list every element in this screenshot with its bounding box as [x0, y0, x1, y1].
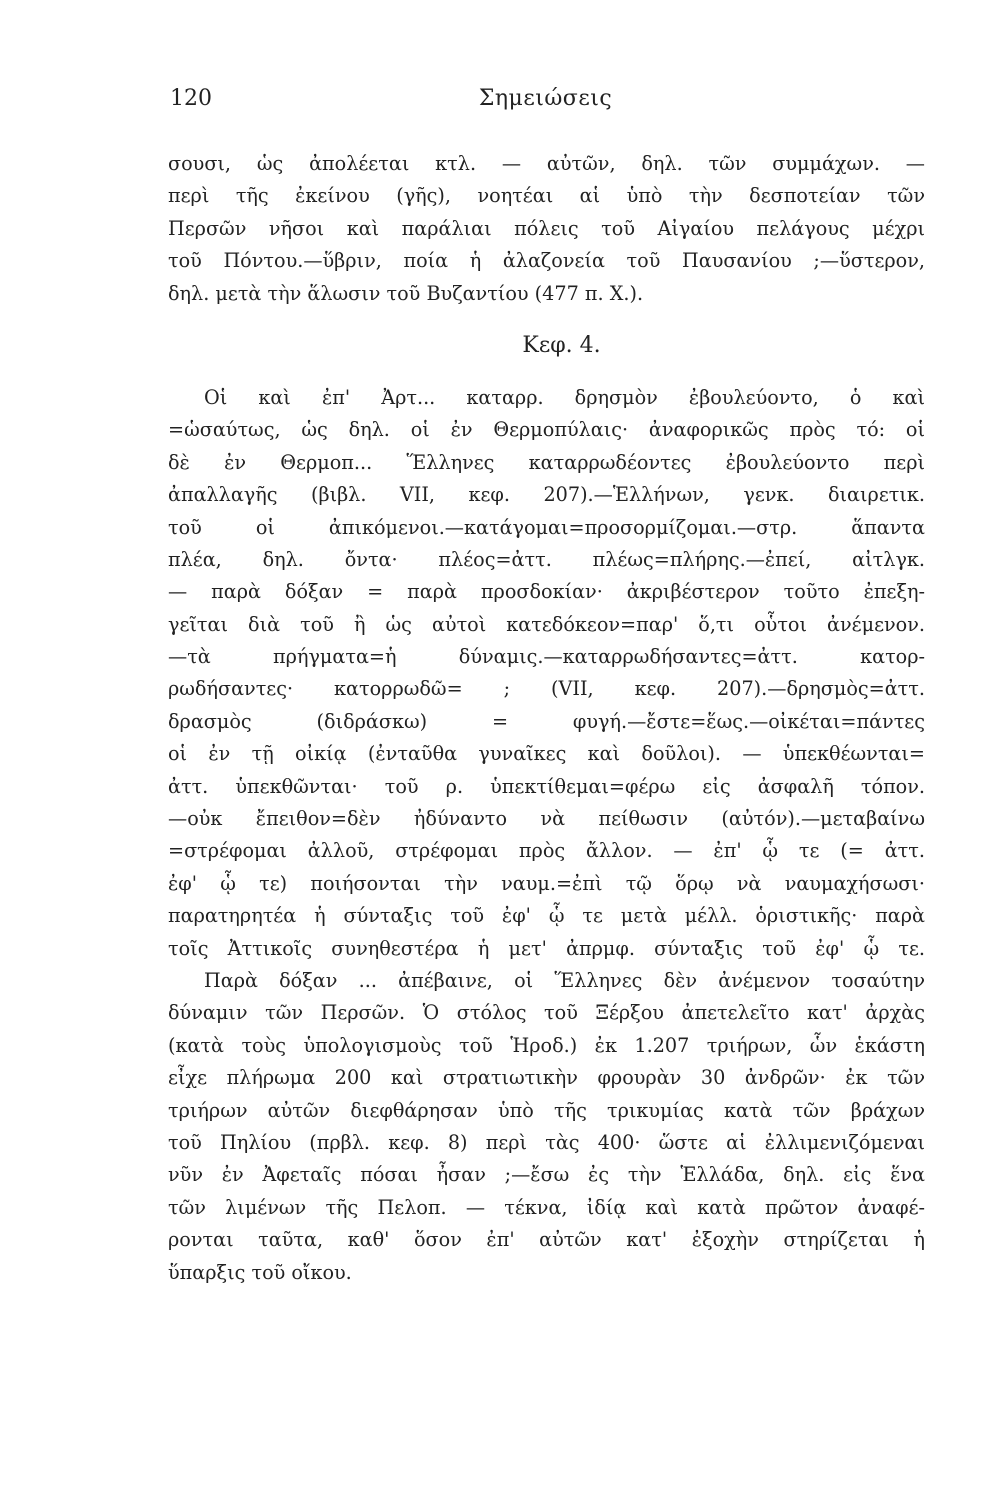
- text-line: πλέα, δηλ. ὄντα· πλέος=ἀττ. πλέως=πλήρης.—ἐπεί, αἰτλγκ.: [168, 547, 925, 571]
- text-line: τριήρων αὐτῶν διεφθάρησαν ὑπὸ τῆς τρικυμίας κατὰ τῶν βράχων: [168, 1098, 925, 1122]
- text-line: ἀττ. ὑπεκθῶνται· τοῦ ρ. ὑπεκτίθεμαι=φέρω εἰς ἀσφαλῆ τόπον.: [168, 774, 925, 798]
- text-line: τοῦ Πηλίου (πρβλ. κεφ. 8) περὶ τὰς 400· ὥστε αἱ ἐλλιμενιζόμεναι: [168, 1130, 925, 1154]
- text-line: (κατὰ τοὺς ὑπολογισμοὺς τοῦ Ἡροδ.) ἐκ 1.207 τριήρων, ὧν ἑκάστη: [168, 1033, 925, 1057]
- text-line: —τὰ πρήγματα=ἡ δύναμις.—καταρρωδήσαντες=ἀττ. κατορ-: [168, 645, 925, 669]
- text-line: =ὡσαύτως, ὡς δηλ. οἱ ἐν Θερμοπύλαις· ἀναφορικῶς πρὸς τό: οἱ: [168, 418, 925, 442]
- text-line: σουσι, ὡς ἀπολέεται κτλ. — αὐτῶν, δηλ. τῶν συμμάχων. —: [168, 152, 925, 175]
- text-line: γεῖται διὰ τοῦ ἢ ὡς αὐτοὶ κατεδόκεον=παρ' ὅ,τι οὗτοι ἀνέμενον.: [168, 612, 925, 636]
- page-header: [168, 86, 923, 120]
- page-number: 120: [170, 86, 212, 111]
- text-line: ὕπαρξις τοῦ οἴκου.: [168, 1260, 352, 1284]
- text-line: Περσῶν νῆσοι καὶ παράλιαι πόλεις τοῦ Αἰγαίου πελάγους μέχρι: [168, 216, 925, 240]
- text-line: τῶν λιμένων τῆς Πελοπ. — τέκνα, ἰδίᾳ καὶ κατὰ πρῶτον ἀναφέ-: [168, 1195, 925, 1219]
- body-text: [168, 148, 925, 1289]
- text-line: δρασμὸς (διδράσκω) = φυγή.—ἔστε=ἕως.—οἰκέται=πάντες: [168, 709, 925, 733]
- text-line: δύναμιν τῶν Περσῶν. Ὁ στόλος τοῦ Ξέρξου ἀπετελεῖτο κατ' ἀρχὰς: [168, 1001, 925, 1025]
- text-line: ἀπαλλαγῆς (βιβλ. VII, κεφ. 207).—Ἑλλήνων, γενκ. διαιρετικ.: [168, 483, 925, 507]
- text-line: Οἱ καὶ ἐπ' Ἀρτ... καταρρ. δρησμὸν ἐβουλεύοντο, ὁ καὶ: [204, 385, 925, 409]
- text-line: Παρὰ δόξαν ... ἀπέβαινε, οἱ Ἕλληνες δὲν ἀνέμενον τοσαύτην: [204, 968, 925, 992]
- text-line: περὶ τῆς ἐκείνου (γῆς), νοητέαι αἱ ὑπὸ τὴν δεσποτείαν τῶν: [168, 184, 925, 208]
- running-head: Σημειώσεις: [478, 86, 613, 111]
- text-line: δηλ. μετὰ τὴν ἅλωσιν τοῦ Βυζαντίου (477 π. Χ.).: [168, 281, 644, 305]
- text-line: οἱ ἐν τῇ οἰκίᾳ (ἐνταῦθα γυναῖκες καὶ δοῦλοι). — ὑπεκθέωνται=: [168, 742, 925, 766]
- text-line: δὲ ἐν Θερμοπ... Ἕλληνες καταρρωδέοντες ἐβουλεύοντο περὶ: [168, 450, 925, 474]
- text-line: ρωδήσαντες· κατορρωδῶ= ; (VII, κεφ. 207).—δρησμὸς=ἀττ.: [168, 677, 925, 701]
- text-line: τοῦ Πόντου.—ὕβριν, ποία ἡ ἀλαζονεία τοῦ Παυσανίου ;—ὕστερον,: [168, 249, 925, 273]
- text-line: νῦν ἐν Ἀφεταῖς πόσαι ἦσαν ;—ἔσω ἐς τὴν Ἑλλάδα, δηλ. εἰς ἕνα: [168, 1163, 925, 1187]
- text-line: εἶχε πλήρωμα 200 καὶ στρατιωτικὴν φρουρὰν 30 ἀνδρῶν· ἐκ τῶν: [168, 1066, 925, 1090]
- text-line: — παρὰ δόξαν = παρὰ προσδοκίαν· ἀκριβέστερον τοῦτο ἐπεξη-: [168, 580, 925, 604]
- text-line: παρατηρητέα ἡ σύνταξις τοῦ ἐφ' ᾧ τε μετὰ μέλλ. ὁριστικῆς· παρὰ: [168, 904, 925, 928]
- text-line: τοῖς Ἀττικοῖς συνηθεστέρα ἡ μετ' ἀπρμφ. σύνταξις τοῦ ἐφ' ᾧ τε.: [168, 936, 925, 960]
- text-line: =στρέφομαι ἀλλοῦ, στρέφομαι πρὸς ἄλλον. — ἐπ' ᾧ τε (= ἀττ.: [168, 839, 925, 863]
- text-line: ρονται ταῦτα, καθ' ὅσον ἐπ' αὐτῶν κατ' ἐξοχὴν στηρίζεται ἡ: [168, 1228, 925, 1252]
- section-heading: Κεφ. 4.: [522, 332, 601, 358]
- text-line: —οὐκ ἔπειθον=δὲν ἠδύναντο νὰ πείθωσιν (αὐτόν).—μεταβαίνω: [168, 807, 925, 831]
- text-line: ἐφ' ᾧ τε) ποιήσονται τὴν ναυμ.=ἐπὶ τῷ ὅρῳ νὰ ναυμαχήσωσι·: [168, 871, 925, 895]
- text-line: τοῦ οἱ ἀπικόμενοι.—κατάγομαι=προσορμίζομαι.—στρ. ἅπαντα: [168, 515, 925, 539]
